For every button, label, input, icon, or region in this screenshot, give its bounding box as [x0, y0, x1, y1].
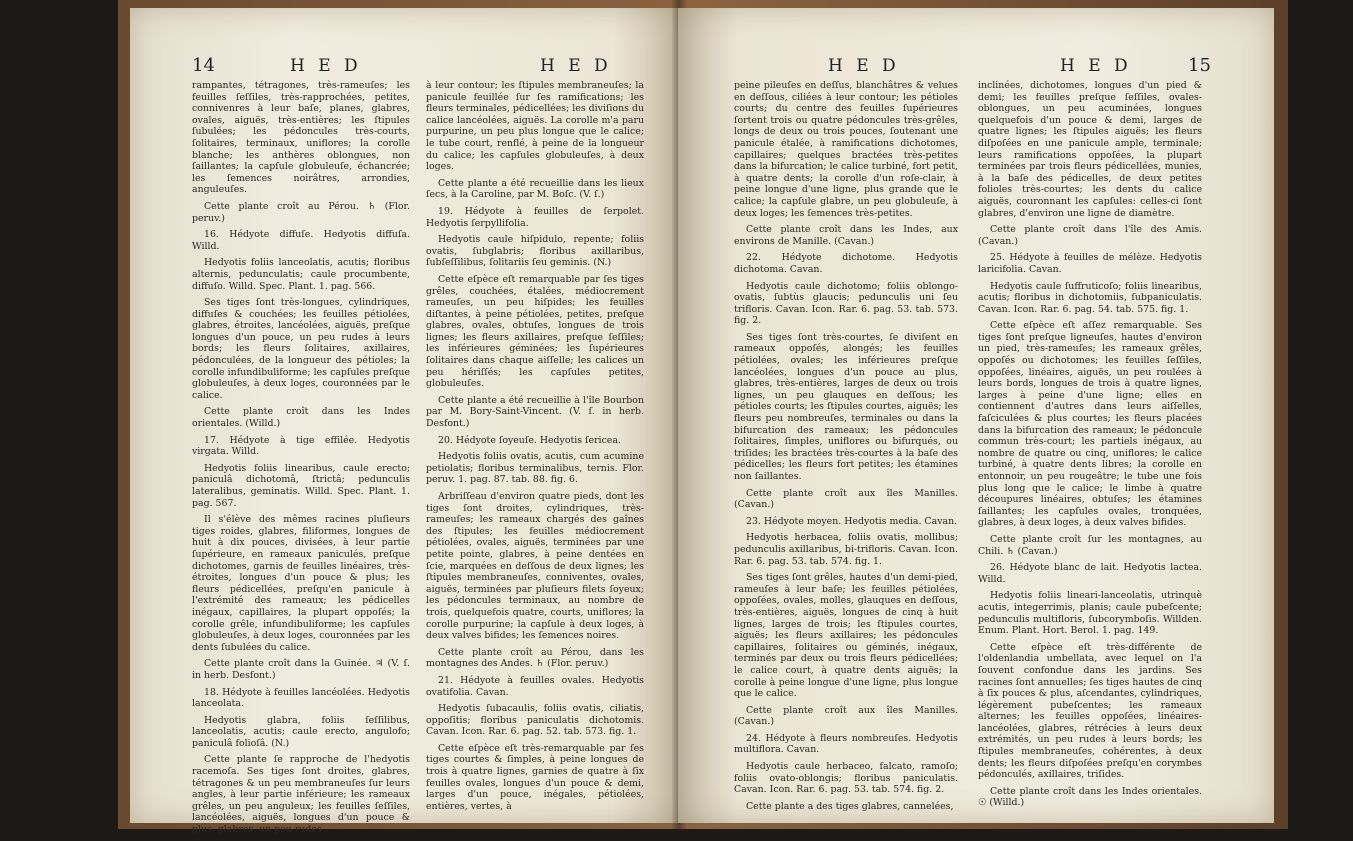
paragraph: Cette eſpèce eſt très-différente de l'oldenlandia umbellata, avec lequel on l'a ſouvent confondue dans les jardins. Ses racines ſont annuelles; ſes tiges hautes de cinq à ſix pouces & plus, aſcendantes, cylindriques, légèrement pubeſcentes; les rameaux alternes; les feuilles oppoſées, linéaires-lancéolées, glabres, rétrécies à leurs deux extrémités, un peu rudes à leurs bords; les ſtipules membraneuſes, cohérentes, à deux dents; les fleurs diſpoſées preſqu'en corymbes pédonculés, axillaires, triſides.	[978, 641, 1202, 781]
paragraph: Cette plante croît ſur les montagnes, au Chili. ♄ (Cavan.)	[978, 533, 1202, 557]
paragraph: Cette plante croît dans les Indes, aux environs de Manille. (Cavan.)	[734, 224, 958, 247]
paragraph: 22. Hédyote dichotome. Hedyotis dichotoma. Cavan.	[734, 252, 958, 275]
paragraph: Hedyotis foliis lanceolatis, acutis; floribus alternis, pedunculatis; caule procumbente, diffuſo. Willd. Spec. Plant. 1. pag. 566.	[192, 257, 410, 292]
paragraph: Cette plante croît aux îles Manilles. (Cavan.)	[734, 487, 958, 511]
paragraph: Cette plante a été recueillie à l'île Bourbon par M. Bory-Saint-Vincent. (V. ſ. in herb. Desfont.)	[426, 394, 644, 430]
left-page	[130, 8, 678, 836]
paragraph: Cette eſpèce eſt très-remarquable par ſes tiges courtes & ſimples, à peine longues de trois à quatre lignes, garnies de quatre à ſix feuilles ovales, longues d'un pouce & demi, larges d'un pouce, inégales, pétiolées, entières, vertes, à	[426, 742, 644, 812]
paragraph: Hedyotis glabra, foliis ſeſſilibus, lanceolatis, acutis; caule erecto, angulofo; paniculâ folioſâ. (N.)	[192, 714, 410, 749]
running-head-left-1: H E D	[290, 56, 362, 76]
running-head-right-2: H E D	[1060, 56, 1132, 76]
right-column-2	[978, 80, 1202, 814]
paragraph: rampantes, tétragones, très-rameuſes; les feuilles ſeſſiles, très-rapprochées, petites, connivenres à leur baſe, planes, glabres, ovales, aiguës, très-entières; les ſtipules ſubulées; les pédoncules très-courts, ſolitaires, terminaux, uniflores; la corolle blanche; les anthères oblongues, non ſaillantes; la capſule globuleuſe, échancrée; les ſemences noirâtres, arrondies, anguleuſes.	[192, 80, 410, 196]
left-column-1	[192, 80, 410, 841]
paragraph: Cette plante croît dans l'île des Amis. (Cavan.)	[978, 224, 1202, 247]
paragraph: Ses tiges ſont grêles, hautes d'un demi-pied, rameuſes à leur baſe; les feuilles pétiolées, oppoſées, ovales, molles, glauques en deſſous, très-entières, aiguës, longues de cinq à huit lignes, larges de trois; les ſtipules courtes, aiguës; les fleurs axillaires; les pédoncules capillaires, ſolitaires ou géminés, inégaux, terminés par deux ou trois fleurs pédicellées; le calice court, à quatre dents aiguës; la corolle à peine longue d'une ligne, plus longue que le calice.	[734, 572, 958, 700]
paragraph: Cette plante ſe rapproche de l'hedyotis racemoſa. Ses tiges ſont droites, glabres, tétragones & un peu membraneuſes ſur leurs angles, à leur partie inférieure; les rameaux grêles, un peu anguleux; les feuilles ſeſſiles, lancéolées, aiguës, longues d'un pouce & plus, glabres, un peu rudes	[192, 754, 410, 836]
running-head-left-2: H E D	[540, 56, 612, 76]
paragraph: Cette plante croît dans les Indes orientales. ☉ (Willd.)	[978, 785, 1202, 809]
paragraph: Hedyotis foliis lineari-lanceolatis, utrinquè acutis, integerrimis, planis; caule pubeſcente; pedunculis multifloris, ſubcorymboſis. Willden. Enum. Plant. Hort. Berol. 1. pag. 149.	[978, 590, 1202, 637]
paragraph: Cette plante croît aux îles Manilles. (Cavan.)	[734, 704, 958, 728]
paragraph: 25. Hédyote à feuilles de mélèze. Hedyotis laricifolia. Cavan.	[978, 252, 1202, 275]
paragraph: à leur contour; les ſtipules membraneuſes; la panicule feuillée ſur ſes ramifications; les fleurs terminales, pédicellées; les diviſions du calice lancéolées, aiguës. La corolle m'a paru purpurine, un peu plus longue que le calice; le tube court, renflé, à peine de la longueur du calice; les capſules globuleuſes, à deux loges.	[426, 80, 644, 173]
right-column-1	[734, 80, 958, 817]
paragraph: Cette eſpèce eſt remarquable par ſes tiges grêles, couchées, étalées, médiocrement rameuſes, un peu hiſpides; les feuilles diſtantes, à peine pétiolées, petites, preſque glabres, ovales, obtuſes, longues de trois lignes; les fleurs axillaires, preſque ſeſſiles; les inférieures géminées; les ſupérieures ſolitaires dans chaque aiſſelle; les calices un peu hériſſés; les capſules petites, globuleuſes.	[426, 273, 644, 390]
right-page	[678, 8, 1274, 823]
paragraph: 23. Hédyote moyen. Hedyotis media. Cavan.	[746, 515, 958, 527]
paragraph: Hedyotis caule ſuffruticoſo; foliis linearibus, acutis; floribus in dichotomiis, ſubpaniculatis. Cavan. Icon. Rar. 6. pag. 54. tab. 575. fig. 1.	[978, 280, 1202, 315]
paragraph: Hedyotis caule dichotomo; foliis oblongo-ovatis, ſubtùs glaucis; pedunculis uni ſeu trifloris. Cavan. Icon. Rar. 6. pag. 53. tab. 573. fig. 2.	[734, 280, 958, 327]
paragraph: Hedyotis caule hiſpidulo, repente; foliis ovatis, ſubglabris; floribus axillaribus, ſubſeſſilibus, ſolitariis ſeu geminis. (N.)	[426, 234, 644, 269]
paragraph: peine pileuſes en deſſus, blanchâtres & velues en deſſous, ciliées à leur contour; les pétioles courts; du centre des feuilles ſupérieures ſortent trois ou quatre pédoncules très-grêles, longs de deux ou trois pouces, ſoutenant une panicule étalée, à ramifications dichotomes, capillaires; quelques bractées très-petites dans la bifurcation; le calice turbiné, fort petit, à quatre dents; la corolle d'un roſe-clair, à peine longue d'une ligne, plus grande que le calice; la capſule glabre, un peu globuleuſe, à deux loges; les ſemences très-petites.	[734, 80, 958, 219]
paragraph: Cette plante a des tiges glabres, cannelées,	[746, 800, 954, 812]
paragraph: Ses tiges ſont très-courtes, ſe diviſent en rameaux oppoſés, alongés; les feuilles pétiolées, ovales; les inférieures preſque lancéolées, longues d'un pouce au plus, glabres, très-entières, larges de deux ou trois lignes, un peu glauques en deſſous; les pétioles courts; les ſtipules courtes, aiguës; les fleurs peu nombreuſes, terminales ou dans la bifurcation des rameaux; les pédoncules ſolitaires, ſimples, uniflores ou bifurqués, ou triſides; les bractées très-courtes à la baſe des pédicelles; les fleurs fort petites; les étamines non ſaillantes.	[734, 331, 958, 482]
paragraph: 18. Hédyote à feuilles lancéolées. Hedyotis lanceolata.	[192, 686, 410, 710]
paragraph: 19. Hédyote à feuilles de ſerpolet. Hedyotis ſerpyllifolia.	[426, 205, 644, 229]
paragraph: Hedyotis herbacea, foliis ovatis, mollibus; pedunculis axillaribus, bi-trifloris. Cavan. Icon. Rar. 6. pag. 53. tab. 574. fig. 1.	[734, 532, 958, 567]
paragraph: 16. Hédyote diffuſe. Hedyotis diffuſa. Willd.	[192, 229, 410, 252]
paragraph: Hedyotis caule herbaceo, falcato, ramoſo; foliis ovato-oblongis; floribus paniculatis. Cavan. Icon. Rar. 6. pag. 53. tab. 574. fig. 2.	[734, 761, 958, 796]
paragraph: Hedyotis ſubacaulis, foliis ovatis, ciliatis, oppoſitis; floribus paniculatis dichotomis. Cavan. Icon. Rar. 6. pag. 52. tab. 573. fig. 1.	[426, 703, 644, 738]
paragraph: Hedyotis foliis linearibus, caule erecto; paniculâ dichotomâ, ſtrictâ; pedunculis lateralibus, geminatis. Willd. Spec. Plant. 1. pag. 567.	[192, 462, 410, 509]
page-number-left: 14	[192, 55, 215, 76]
paragraph: 17. Hédyote à tige effilée. Hedyotis virgata. Willd.	[192, 434, 410, 458]
paragraph: Cette eſpèce eſt aſſez remarquable. Ses tiges ſont preſque ligneuſes, hautes d'environ un pied, très-rameuſes; les rameaux grêles, oppoſés ou dichotomes; les feuilles ſeſſiles, oppoſées, linéaires, aiguës, un peu roulées à leurs bords, longues de trois à quatre lignes, larges à peine d'une ligne; elles en contiennent d'autres dans leurs aiſſelles, faſciculées & plus courtes; les fleurs placées dans la bifurcation des rameaux; le pédoncule commun très-court; les partiels inégaux, au nombre de quatre ou cinq, uniflores; le calice turbiné, à quatre dents libres; la corolle en entonnoir, un peu rougeâtre; le tube une fois plus long que le calice; le limbe à quatre découpures linéaires, obtuſes; les étamines ſaillantes; les capſules ovales, tronquées, glabres, à deux loges, à deux valves bifides.	[978, 320, 1202, 529]
paragraph: Cette plante a été recueillie dans les lieux ſecs, à la Caroline, par M. Boſc. (V. ſ.)	[426, 177, 644, 201]
paragraph: 24. Hédyote à fleurs nombreuſes. Hedyotis multiflora. Cavan.	[734, 732, 958, 756]
paragraph: Cette plante croît au Pérou, dans les montagnes des Andes. ♄ (Flor. peruv.)	[426, 646, 644, 670]
running-head-right-1: H E D	[828, 56, 900, 76]
paragraph: Hedyotis foliis ovatis, acutis, cum acumine petiolatis; floribus terminalibus, ternis. Flor. peruv. 1. pag. 87. tab. 88. fig. 6.	[426, 451, 644, 486]
paragraph: inclinées, dichotomes, longues d'un pied & demi; les feuilles preſque ſeſſiles, ovales-oblongues, un peu acuminées, longues quelquefois d'un pouce & demi, larges de quatre lignes; les ſtipules aiguës; les fleurs diſpoſées en une panicule ample, terminale; leurs ramifications oppoſées, la plupart terminées par trois fleurs pédicellées, munies, à la baſe des pédicelles, de deux petites folioles très-courtes; les dents du calice aiguës, couronnant les capſules: celles-ci ſont glabres, d'environ une ligne de diamètre.	[978, 80, 1202, 219]
paragraph: Arbriſſeau d'environ quatre pieds, dont les tiges ſont droites, cylindriques, très-rameuſes; les rameaux chargés des gaînes des ſtipules; les feuilles médiocrement pétiolées, ovales, aiguës, terminées par une petite pointe, glabres, à peine dentées en ſcie, marquées en deſſous de deux lignes; les ſtipules membraneuſes, conniventes, ovales, aiguës, terminées par pluſieurs filets ſoyeux; les pédoncules terminaux, au nombre de trois, quelquefois quatre, courts, uniflores; la corolle purpurine; la capſule à deux loges, à deux valves bifides; les ſemences noires.	[426, 491, 644, 642]
paragraph: 26. Hédyote blanc de lait. Hedyotis lactea. Willd.	[978, 562, 1202, 585]
paragraph: Cette plante croît dans la Guinée. ♃ (V. ſ. in herb. Desfont.)	[192, 658, 410, 681]
paragraph: 21. Hédyote à feuilles ovales. Hedyotis ovatifolia. Cavan.	[426, 674, 644, 698]
page-number-right: 15	[1188, 55, 1211, 76]
paragraph: Ses tiges ſont très-longues, cylindriques, diffuſes & couchées; les feuilles pétiolées, glabres, étroites, lancéolées, aiguës, preſque longues d'un pouce, un peu rudes à leurs bords; les fleurs ſolitaires, axillaires, pédonculées, de la longueur des pétioles; la corolle infundibuliforme; les capſules preſque globuleuſes, à deux loges, couronnées par le calice.	[192, 297, 410, 401]
paragraph: Cette plante croît au Pérou. ♄ (Flor. peruv.)	[192, 200, 410, 224]
paragraph: Il s'élève des mêmes racines pluſieurs tiges roides, glabres, filiformes, longues de huit à dix pouces, divisées, à leur partie ſupérieure, en rameaux paniculés, preſque dichotomes, garnis de feuilles linéaires, très-étroites, longues d'un pouce & plus; les fleurs pédicellées, preſqu'en panicule à l'extrémité des rameaux; les pédicelles inégaux, capillaires, la plupart oppoſés; la corolle grêle, infundibuliforme; les capſules globuleuſes, à deux loges, couronnées par les dents ſubulées du calice.	[192, 514, 410, 653]
paragraph: 20. Hédyote ſoyeuſe. Hedyotis ſericea.	[438, 434, 621, 446]
left-column-2	[426, 80, 644, 817]
paragraph: Cette plante croît dans les Indes orientales. (Willd.)	[192, 406, 410, 430]
